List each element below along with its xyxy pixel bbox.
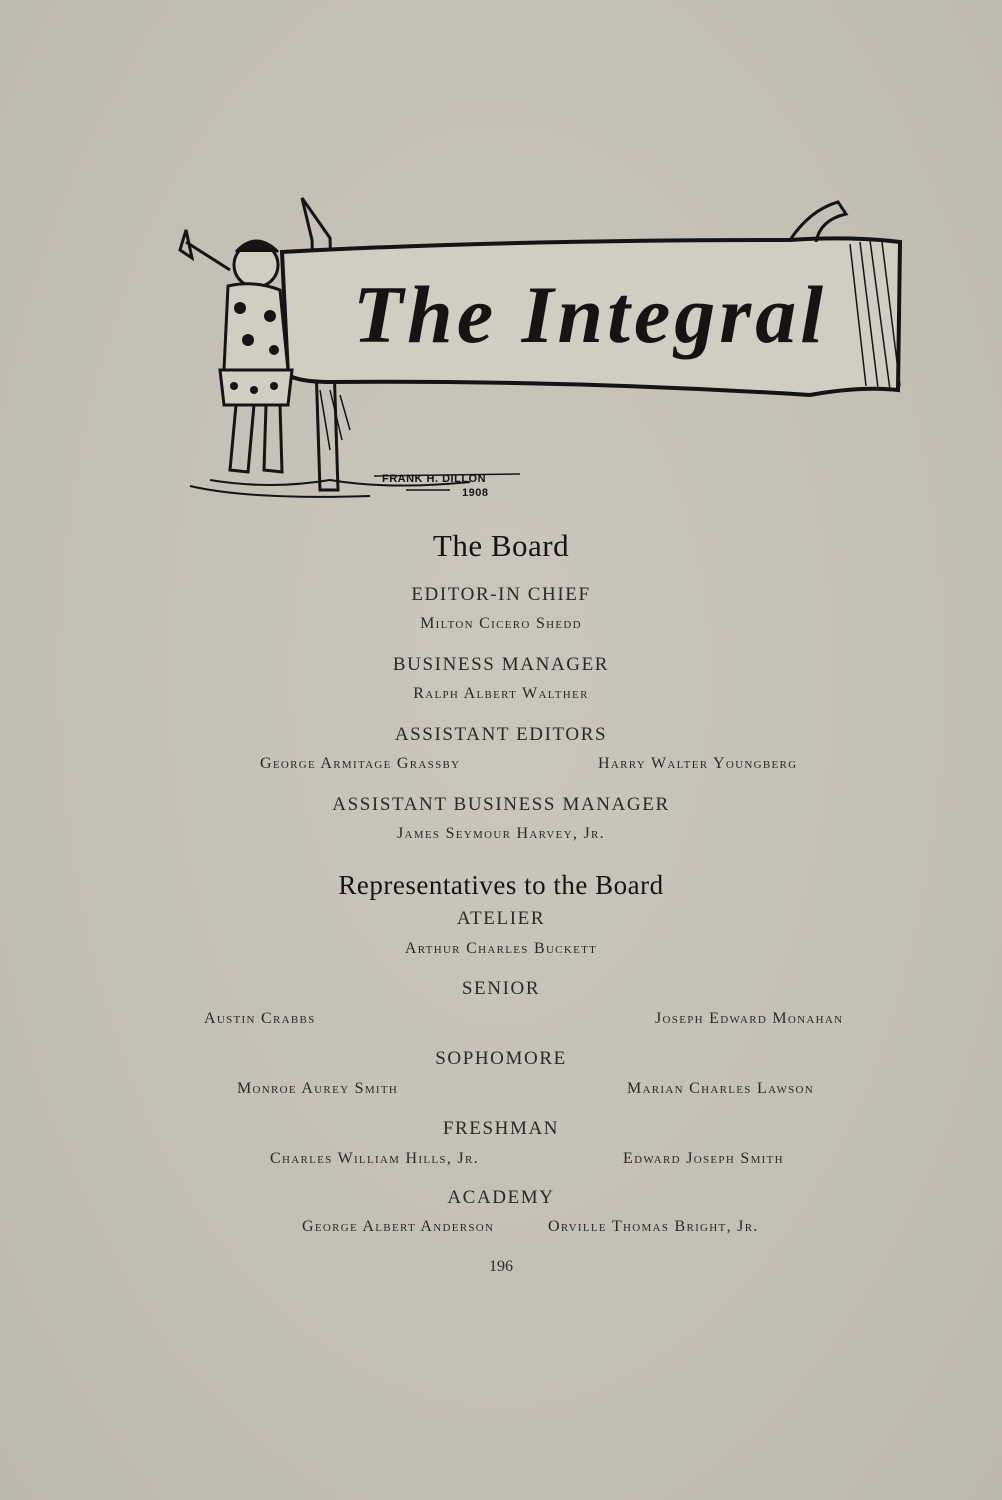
academy-role: ACADEMY	[447, 1187, 555, 1208]
freshman-rep-2: Edward Joseph Smith	[623, 1150, 784, 1167]
editor-name: Milton Cicero Shedd	[420, 615, 582, 632]
assistant-editor-2: Harry Walter Youngberg	[598, 755, 798, 772]
freshman-rep-1: Charles William Hills, Jr.	[270, 1150, 479, 1167]
assistant-business-name: James Seymour Harvey, Jr.	[397, 825, 605, 842]
editor-role: EDITOR-IN CHIEF	[411, 584, 591, 605]
atelier-name: Arthur Charles Buckett	[404, 940, 598, 957]
assistant-editor-1: George Armitage Grassby	[260, 755, 461, 772]
academy-rep-2: Orville Thomas Bright, Jr.	[548, 1218, 759, 1235]
business-manager-role: BUSINESS MANAGER	[392, 654, 610, 675]
sophomore-role: SOPHOMORE	[435, 1048, 567, 1069]
sophomore-rep-2: Marian Charles Lawson	[627, 1080, 815, 1097]
artist-signature: FRANK H. DILLON	[382, 473, 487, 485]
senior-role: SENIOR	[461, 978, 541, 999]
assistant-editors-role: ASSISTANT EDITORS	[394, 724, 608, 745]
representatives-heading: Representatives to the Board	[338, 870, 664, 900]
senior-rep-2: Joseph Edward Monahan	[655, 1010, 844, 1027]
board-heading: The Board	[432, 528, 570, 563]
academy-rep-1: George Albert Anderson	[302, 1218, 495, 1235]
assistant-business-role: ASSISTANT BUSINESS MANAGER	[332, 794, 670, 815]
business-manager-name: Ralph Albert Walther	[413, 685, 589, 702]
senior-rep-1: Austin Crabbs	[204, 1010, 316, 1027]
page-number: 196	[489, 1258, 513, 1275]
sophomore-rep-1: Monroe Aurey Smith	[237, 1080, 399, 1097]
atelier-role: ATELIER	[456, 908, 546, 929]
banner-title: The Integral	[353, 269, 827, 360]
artist-year: 1908	[462, 487, 489, 499]
integral-banner-illustration	[170, 190, 910, 510]
freshman-role: FRESHMAN	[442, 1118, 560, 1139]
